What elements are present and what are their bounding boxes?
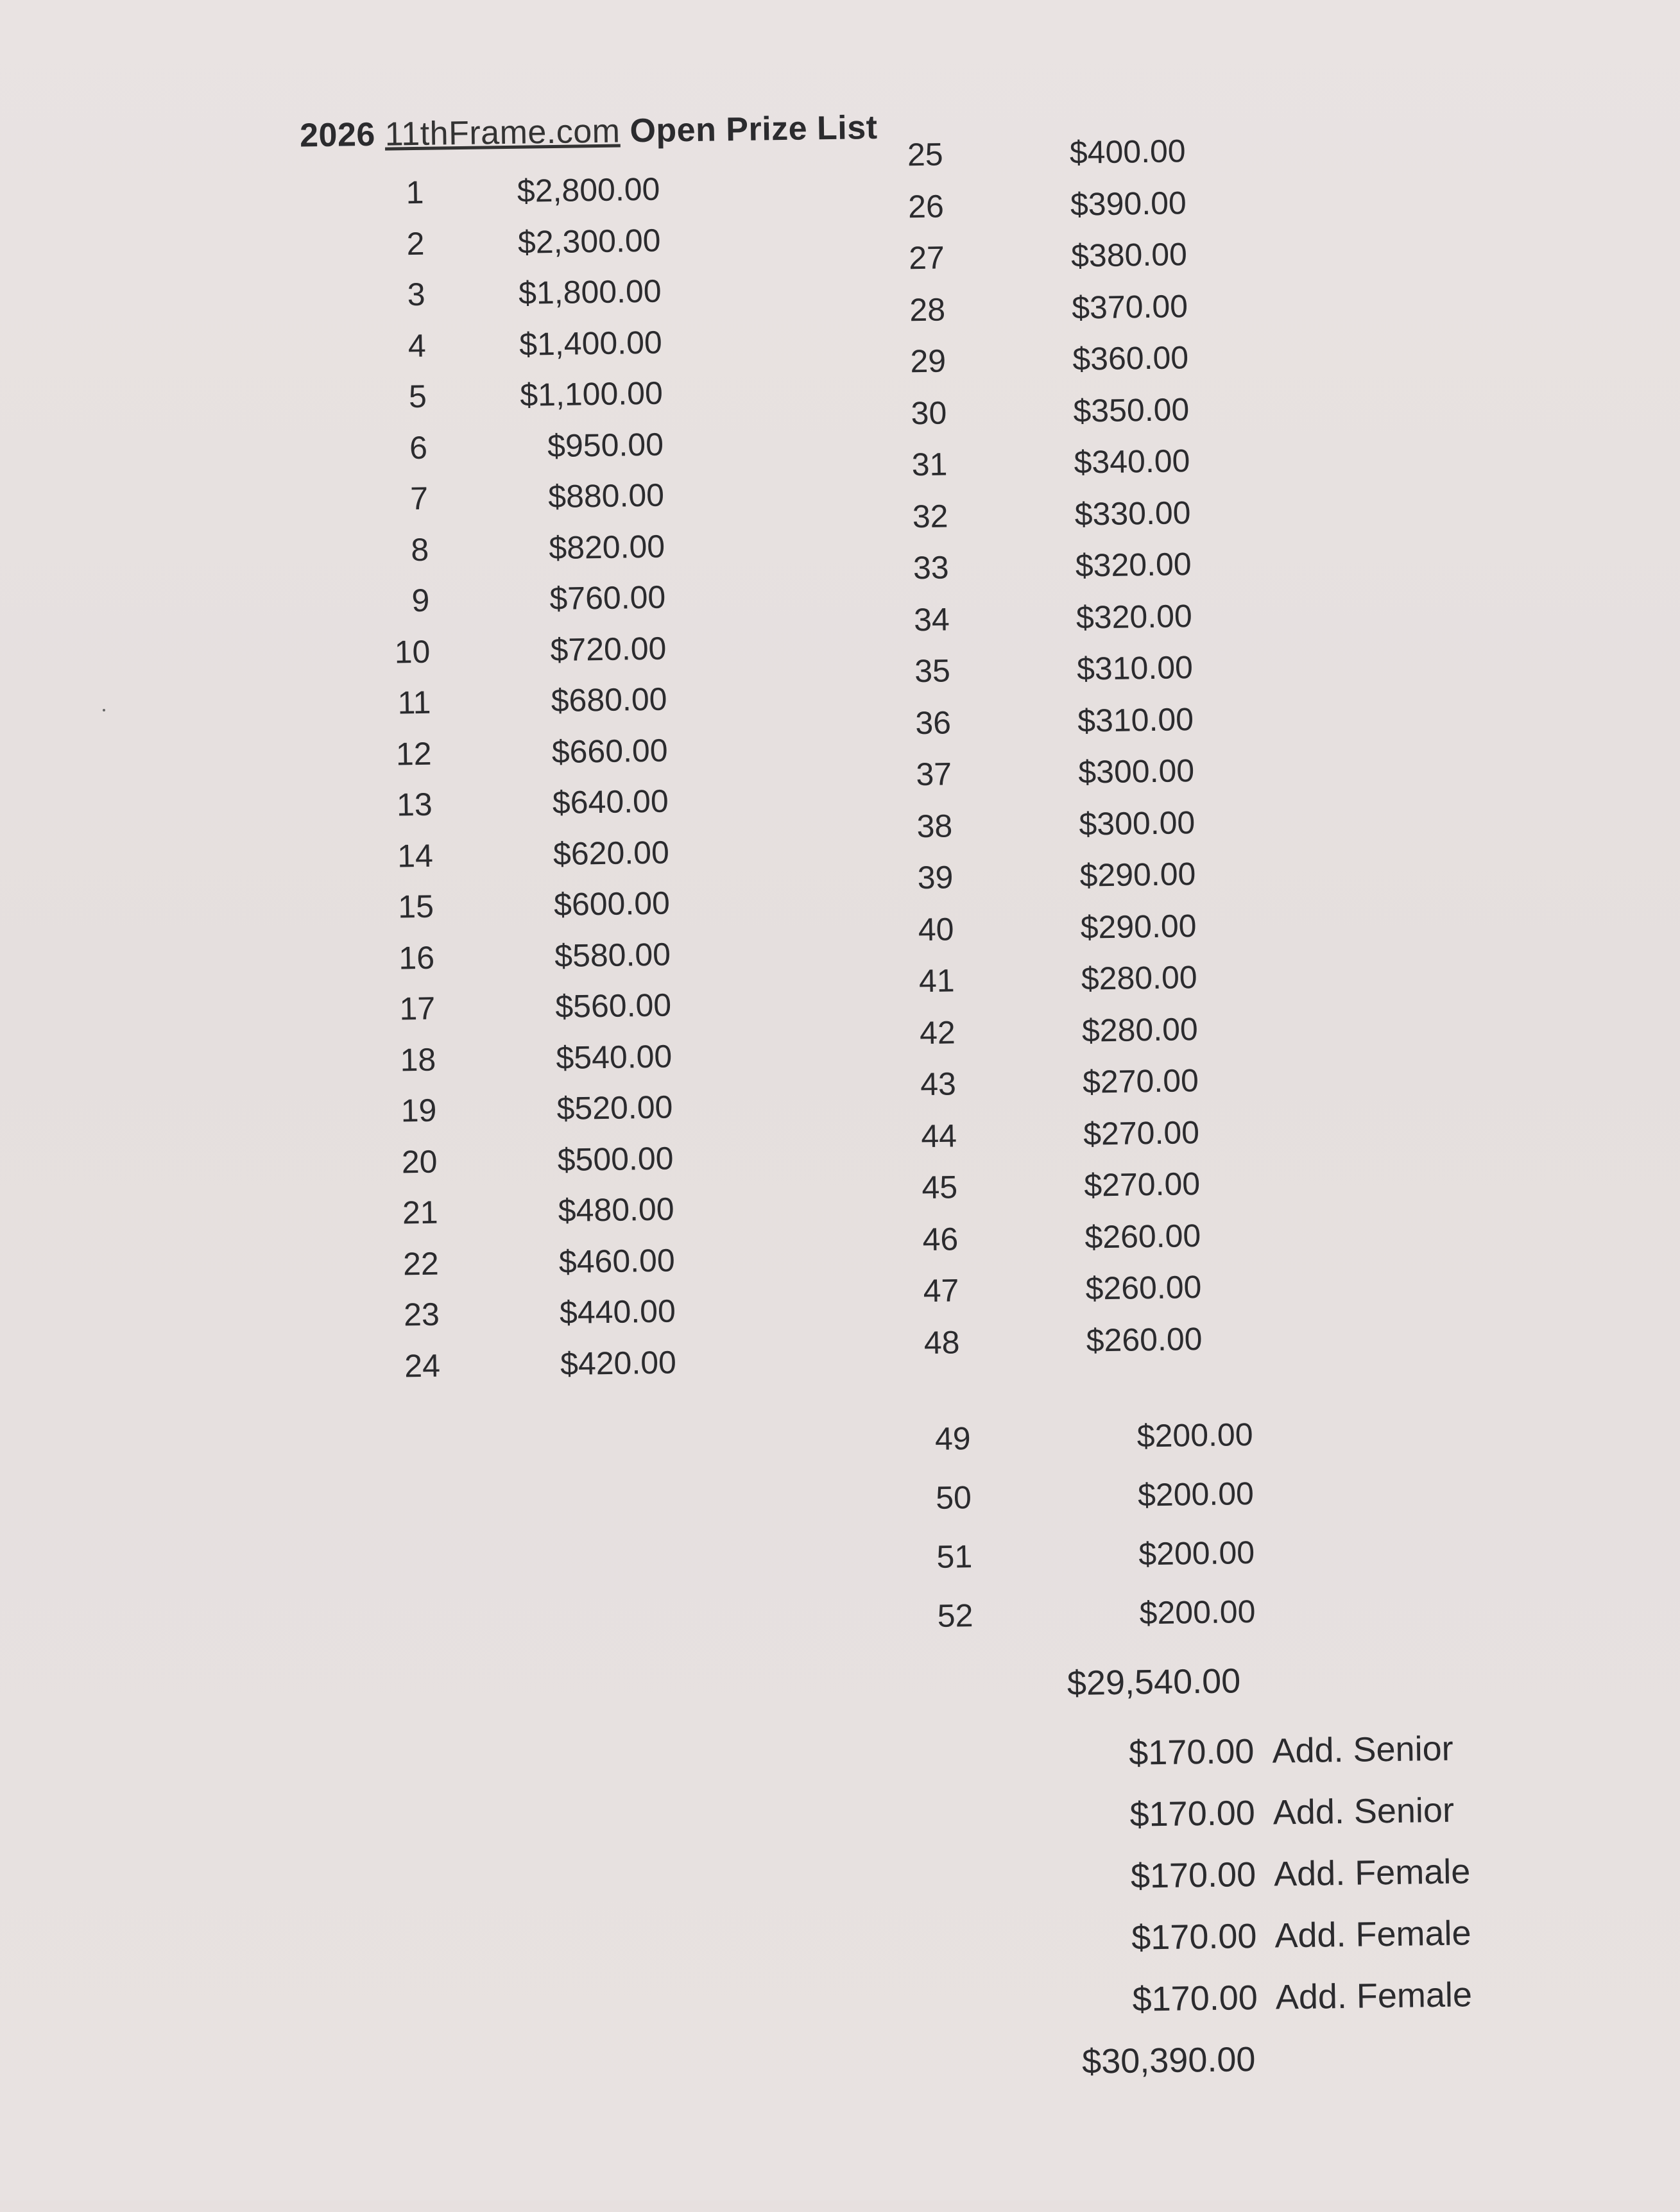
prize-amount: $340.00 [1074, 443, 1190, 481]
place-number: 46 [922, 1220, 959, 1257]
prize-amount: $370.00 [1071, 287, 1188, 326]
prize-amount: $400.00 [1069, 133, 1186, 171]
place-number: 26 [907, 187, 945, 225]
prize-amount: $330.00 [1074, 494, 1191, 532]
additional-prize-amount: $170.00 [1128, 1731, 1255, 1773]
prize-amount: $300.00 [1079, 804, 1196, 842]
additional-prize-label: Add. Female [1274, 1914, 1472, 1955]
prize-amount: $2,300.00 [517, 222, 661, 260]
place-number: 39 [917, 859, 954, 896]
page-title [300, 108, 878, 155]
place-number: 2 [406, 225, 425, 262]
prize-amount: $320.00 [1075, 546, 1192, 584]
place-number: 45 [921, 1169, 958, 1206]
prize-amount: $440.00 [559, 1293, 676, 1331]
title-site-link[interactable]: 11thFrame.com [384, 112, 621, 153]
prize-amount: $760.00 [549, 579, 666, 617]
subtotal: $29,540.00 [1067, 1662, 1241, 1703]
prize-amount: $460.00 [558, 1241, 676, 1280]
prize-amount: $200.00 [1138, 1534, 1255, 1572]
place-number: 23 [403, 1296, 440, 1333]
place-number: 32 [912, 497, 948, 534]
prize-amount: $270.00 [1083, 1166, 1201, 1204]
prize-amount: $280.00 [1081, 1010, 1199, 1049]
place-number: 47 [923, 1272, 959, 1309]
place-number: 21 [402, 1194, 438, 1231]
prize-amount: $1,800.00 [518, 273, 662, 311]
title-rest: Open Prize List [630, 108, 878, 150]
place-number: 9 [411, 582, 430, 619]
place-number: 40 [918, 910, 954, 948]
place-number: 35 [914, 652, 951, 690]
place-number: 52 [937, 1597, 973, 1634]
prize-amount: $200.00 [1139, 1593, 1256, 1631]
place-number: 50 [935, 1479, 972, 1516]
place-number: 11 [397, 684, 431, 721]
place-number: 41 [918, 962, 956, 1000]
place-number: 51 [936, 1538, 973, 1575]
additional-prize-row [1100, 1729, 1453, 1774]
prize-amount: $820.00 [548, 528, 665, 566]
place-number: 13 [396, 786, 433, 823]
prize-amount: $660.00 [551, 732, 668, 770]
place-number: 10 [394, 633, 431, 670]
prize-amount: $380.00 [1070, 236, 1188, 274]
prize-amount: $280.00 [1081, 959, 1197, 997]
prize-amount: $500.00 [557, 1140, 674, 1178]
place-number: 28 [909, 291, 946, 328]
prize-amount: $520.00 [556, 1089, 673, 1127]
prize-amount: $320.00 [1076, 597, 1193, 636]
place-number: 25 [907, 136, 944, 173]
prize-amount: $350.00 [1073, 391, 1190, 429]
place-number: 20 [401, 1143, 438, 1180]
additional-prize-row [1102, 1851, 1471, 1896]
prize-amount: $720.00 [550, 630, 667, 668]
prize-amount: $270.00 [1083, 1114, 1200, 1152]
prize-amount: $620.00 [553, 834, 670, 872]
prize-amount: $260.00 [1086, 1320, 1203, 1359]
place-number: 14 [397, 837, 434, 874]
place-number: 4 [407, 327, 427, 364]
prize-amount: $640.00 [552, 783, 669, 821]
prize-amount: $1,100.00 [519, 375, 664, 413]
additional-prize-label: Add. Female [1275, 1975, 1473, 2017]
paper-speck [103, 709, 105, 711]
prize-amount: $270.00 [1082, 1062, 1199, 1100]
additional-prize-row [1103, 1975, 1472, 2020]
prize-amount: $680.00 [551, 681, 667, 719]
place-number: 12 [395, 735, 432, 772]
place-number: 36 [914, 704, 952, 741]
prize-amount: $600.00 [553, 885, 671, 923]
additional-prize-row [1102, 1913, 1471, 1958]
place-number: 5 [408, 378, 427, 415]
additional-prize-amount: $170.00 [1129, 1793, 1256, 1834]
place-number: 3 [407, 276, 425, 313]
grand-total: $30,390.00 [1081, 2039, 1256, 2081]
place-number: 48 [923, 1323, 960, 1361]
place-number: 15 [397, 888, 434, 925]
place-number: 8 [410, 531, 429, 568]
place-number: 49 [934, 1420, 971, 1457]
place-number: 27 [908, 239, 945, 276]
additional-prize-amount: $170.00 [1132, 1978, 1258, 2019]
place-number: 30 [911, 394, 947, 431]
place-number: 1 [406, 174, 424, 211]
place-number: 16 [399, 939, 435, 976]
additional-prize-label: Add. Senior [1272, 1729, 1454, 1771]
place-number: 17 [399, 990, 436, 1027]
prize-amount: $560.00 [554, 987, 672, 1025]
prize-amount: $420.00 [560, 1343, 677, 1382]
additional-prize-label: Add. Senior [1273, 1791, 1455, 1832]
additional-prize-amount: $170.00 [1131, 1916, 1257, 1957]
additional-prize-label: Add. Female [1273, 1852, 1471, 1894]
prize-amount: $200.00 [1137, 1475, 1255, 1513]
place-number: 34 [913, 600, 950, 638]
place-number: 7 [409, 480, 429, 517]
place-number: 19 [400, 1092, 437, 1129]
place-number: 29 [910, 343, 947, 380]
prize-amount: $310.00 [1077, 701, 1194, 739]
prize-amount: $290.00 [1079, 856, 1196, 894]
prize-amount: $300.00 [1077, 753, 1195, 790]
place-number: 43 [920, 1066, 957, 1103]
additional-prize-row [1101, 1791, 1454, 1835]
prize-amount: $260.00 [1084, 1217, 1201, 1255]
place-number: 42 [919, 1014, 956, 1051]
place-number: 33 [913, 549, 950, 586]
place-number: 37 [916, 756, 952, 793]
place-number: 44 [920, 1117, 957, 1154]
prize-amount: $200.00 [1136, 1416, 1253, 1454]
place-number: 38 [916, 807, 953, 844]
prize-amount: $1,400.00 [519, 324, 663, 362]
place-number: 31 [911, 446, 948, 483]
prize-amount: $950.00 [547, 426, 664, 464]
place-number: 18 [400, 1041, 436, 1078]
place-number: 6 [409, 429, 428, 466]
prize-amount: $260.00 [1085, 1269, 1202, 1307]
place-number: 24 [404, 1347, 441, 1384]
place-number: 22 [402, 1245, 440, 1282]
prize-amount: $2,800.00 [517, 171, 660, 209]
additional-prize-amount: $170.00 [1130, 1855, 1256, 1896]
prize-amount: $540.00 [556, 1038, 673, 1076]
title-year: 2026 [299, 115, 376, 155]
prize-amount: $480.00 [558, 1191, 674, 1229]
prize-amount: $310.00 [1076, 649, 1194, 687]
prize-amount: $580.00 [554, 936, 671, 974]
prize-amount: $360.00 [1072, 339, 1189, 377]
prize-amount: $290.00 [1080, 907, 1197, 946]
prize-amount: $880.00 [547, 477, 665, 515]
prize-amount: $390.00 [1070, 184, 1187, 223]
